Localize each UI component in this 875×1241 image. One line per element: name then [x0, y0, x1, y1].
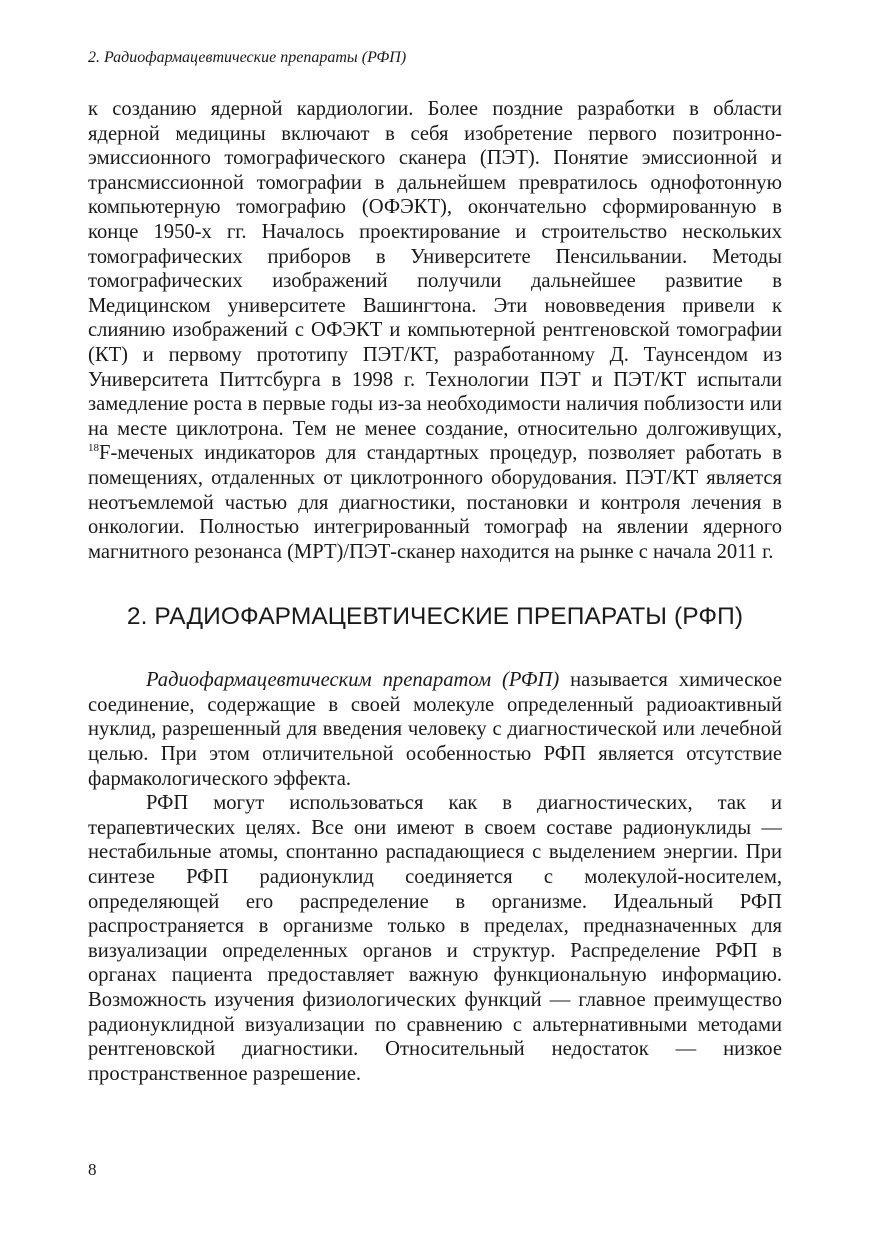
- definition-text: называется химическое соединение, содержащие в своей молекуле определенный радиоактивный нуклид, разрешенный для введения человеку с диагностической или лечебной целью. При этом отличительной особенностью РФП является отсутствие фармакологического эффекта.: [88, 669, 783, 790]
- intro-text-part2: F-меченых индикаторов для стандартных процедур, позволяет работать в помещениях, отдаленных от циклотронного оборудования. ПЭТ/КТ является неотъемлемой частью для диагностики, постановки и контроля лечения в онкологии. Полностью интегрированный томограф на явлении ядерного магнитного резонанса (МРТ)/ПЭТ-сканер находится на рынке с начала 2011 г.: [88, 442, 782, 563]
- section-heading: 2. РАДИОФАРМАЦЕВТИЧЕСКИЕ ПРЕПАРАТЫ (РФП): [126, 603, 744, 631]
- definition-term: Радиофармацевтическим препаратом (РФП): [146, 669, 560, 692]
- intro-paragraph: [88, 97, 782, 564]
- running-head: 2. Радиофармацевтические препараты (РФП): [88, 49, 407, 66]
- isotope-mass-number: 18: [88, 442, 99, 455]
- intro-text-part1: к созданию ядерной кардиологии. Более поздние разработки в области ядерной медицины включают в себя изобретение первого позитронно-эмиссионного томографического сканера (ПЭТ). Понятие эмиссионной и трансмиссионной томографии в дальнейшем превратилось однофотонную компьютерную томографию (ОФЭКТ), окончательно сформированную в конце 1950-х гг. Началось проектирование и строительство нескольких томографических приборов в Университете Пенсильвании. Методы томографических изображений получили дальнейшее развитие в Медицинском университете Вашингтона. Эти нововведения привели к слиянию изображений с ОФЭКТ и компьютерной рентгеновской томографии (КТ) и первому прототипу ПЭТ/КТ, разработанному Д. Таунсендом из Университета Питтсбурга в 1998 г. Технологии ПЭТ и ПЭТ/КТ испытали замедление роста в первые годы из-за необходимости наличия поблизости или на месте циклотрона. Тем не менее создание, относительно долгоживущих,: [88, 98, 782, 440]
- page-number: 8: [88, 1160, 97, 1179]
- definition-paragraph: [88, 668, 782, 791]
- rfp-usage-paragraph: РФП могут использоваться как в диагностических, так и терапевтических целях. Все они имеют в своем составе радионуклиды — нестабильные атомы, спонтанно распадающиеся с выделением энергии. При синтезе РФП радионуклид соединяется с молекулой-носителем, определяющей его распределение в организме. Идеальный РФП распространяется в организме только в пределах, предназначенных для визуализации определенных органов и структур. Распределение РФП в органах пациента предоставляет важную функциональную информацию. Возможность изучения физиологических функций — главное преимущество радионуклидной визуализации по сравнению с альтернативными методами рентгеновской диагностики. Относительный недостаток — низкое пространственное разрешение.: [88, 792, 782, 1085]
- body-text: [88, 97, 782, 1086]
- document-page: [88, 0, 782, 1241]
